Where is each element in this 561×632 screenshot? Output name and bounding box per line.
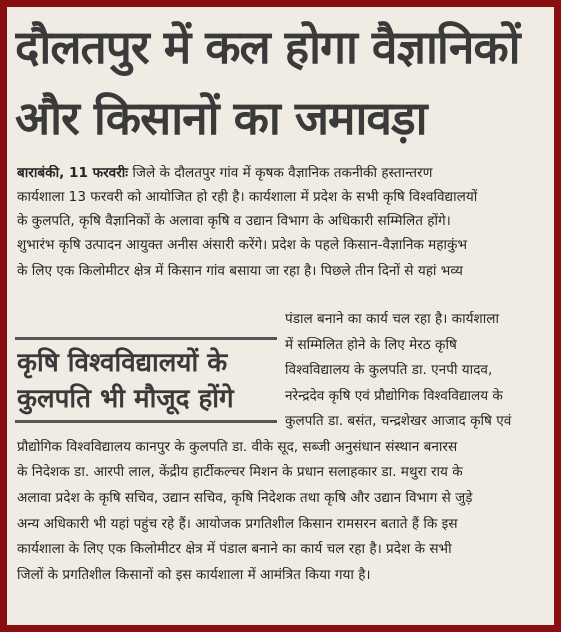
article-line: कुलपति डा. बसंत, चन्द्रशेखर आजाद कृषि एवं xyxy=(285,413,512,429)
article-line: के लिए एक किलोमीटर क्षेत्र में किसान गांव बसाया जा रहा है। पिछले तीन दिनों से यहां भव्य xyxy=(17,263,463,279)
newspaper-clipping xyxy=(7,7,554,625)
article-line: जिलों के प्रगतिशील किसानों को इस कार्यशाला में आमंत्रित किया गया है। xyxy=(17,567,371,583)
article-line xyxy=(17,165,545,182)
article-line: कार्यशाला 13 फरवरी को आयोजित हो रही है। कार्यशाला में प्रदेश के सभी कृषि विश्वविद्यालयों xyxy=(17,189,478,205)
dateline: बाराबंकी, 11 फरवरीः xyxy=(17,165,129,181)
article-line: प्रौद्योगिक विश्वविद्यालय कानपुर के कुलपति डा. वीके सूद, सब्जी अनुसंधान संस्थान बनारस xyxy=(17,439,458,455)
headline-line-1: दौलतपुर में कल होगा वैज्ञानिकों xyxy=(15,20,520,74)
headline-line-2: और किसानों का जमावड़ा xyxy=(15,91,427,145)
article-line: के निदेशक डा. आरपी लाल, केंद्रीय हार्टीकल्चर मिशन के प्रधान सलाहकार डा. मथुरा राय के xyxy=(17,464,463,480)
subheadline-line-2: कुलपति भी मौजूद होंगे xyxy=(17,384,234,414)
article-line: में सम्मिलित होने के लिए मेरठ कृषि xyxy=(285,337,457,353)
article-line: के कुलपति, कृषि वैज्ञानिकों के अलावा कृषि व उद्यान विभाग के अधिकारी सम्मिलित होंगे। xyxy=(17,213,451,229)
article-line: शुभारंभ कृषि उत्पादन आयुक्त अनीस अंसारी करेंगे। प्रदेश के पहले किसान-वैज्ञानिक महाकुंभ xyxy=(17,237,468,253)
article-line: अलावा प्रदेश के कृषि सचिव, उद्यान सचिव, कृषि निदेशक तथा कृषि और उद्यान विभाग से जुड़े xyxy=(17,490,473,506)
article-line: नरेन्द्रदेव कृषि एवं प्रौद्योगिक विश्वविद्यालय के xyxy=(285,388,503,404)
article-line: अन्य अधिकारी भी यहां पहुंच रहे हैं। आयोजक प्रगतिशील किसान रामसरन बताते हैं कि इस xyxy=(17,516,458,532)
article-line-text: जिले के दौलतपुर गांव में कृषक वैज्ञानिक तकनीकी हस्तान्तरण xyxy=(132,165,433,181)
article-line: विश्वविद्यालय के कुलपति डा. एनपी यादव, xyxy=(285,362,493,378)
article-line: कार्यशाला के लिए एक किलोमीटर क्षेत्र में पंडाल बनाने का कार्य चल रहा है। प्रदेश के सभी xyxy=(17,541,452,557)
article-line: पंडाल बनाने का कार्य चल रहा है। कार्यशाला xyxy=(285,311,500,327)
subheadline-box xyxy=(15,337,277,423)
subheadline-line-1: कृषि विश्वविद्यालयों के xyxy=(17,348,228,378)
